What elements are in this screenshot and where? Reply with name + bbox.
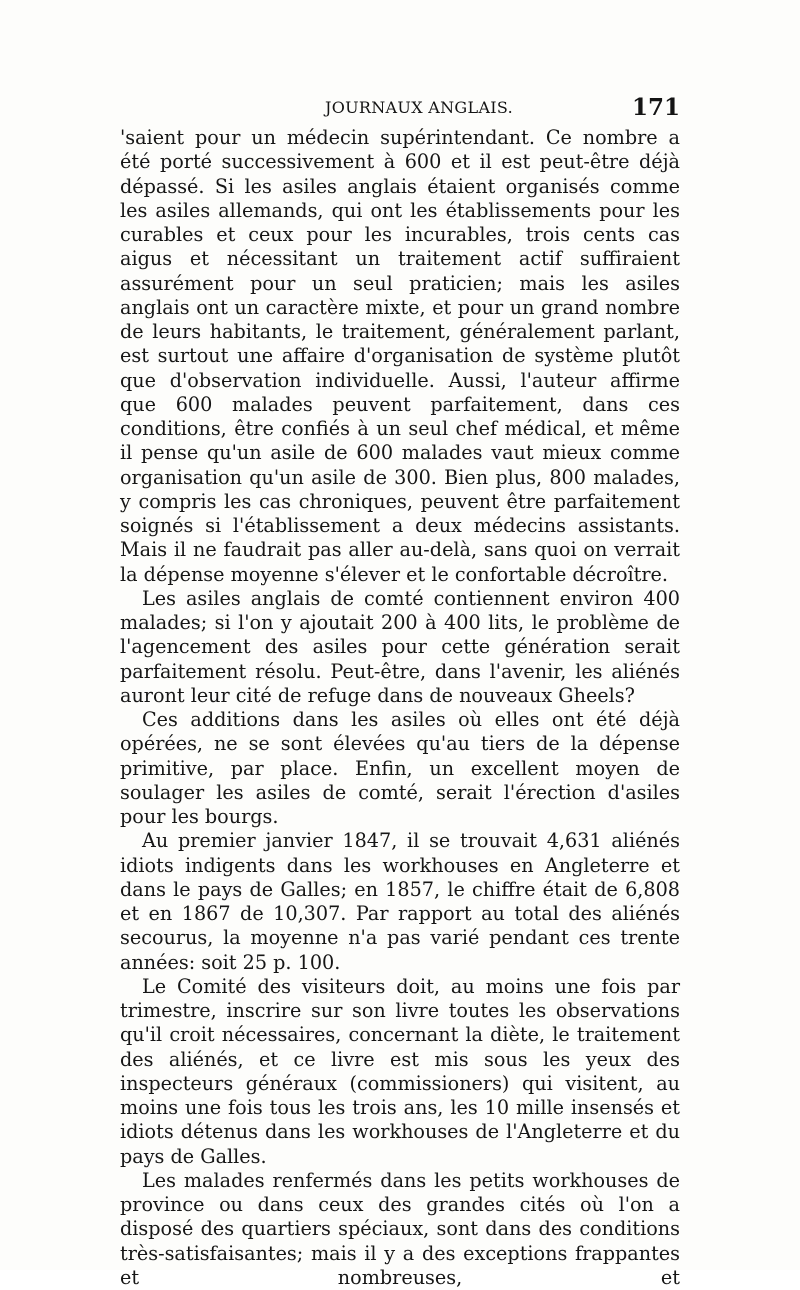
running-title: JOURNAUX ANGLAIS. bbox=[325, 98, 513, 117]
paragraph-1: 'saient pour un médecin supérintendant. Ce nombre a été porté successivement à 600 et il est peut-être déjà dépassé. Si les asiles anglais étaient organisés comme les asiles allemands, qui ont les établissements pour les curables et ceux pour les incurables, trois cents cas aigus et nécessitant un traitement actif suffiraient assurément pour un seul praticien; mais les asiles anglais ont un caractère mixte, et pour un grand nombre de leurs habitants, le traitement, généralement parlant, est surtout une affaire d'organisation de système plutôt que d'observation individuelle. Aussi, l'auteur affirme que 600 malades peuvent parfaitement, dans ces conditions, être confiés à un seul chef médical, et même il pense qu'un asile de 600 malades vaut mieux comme organisation qu'un asile de 300. Bien plus, 800 malades, y compris les cas chroniques, peuvent être parfaitement soignés si l'établissement a deux médecins assistants. Mais il ne faudrait pas aller au-delà, sans quoi on verrait la dépense moyenne s'élever et le confortable décroître. bbox=[120, 126, 680, 586]
page-number: 171 bbox=[631, 94, 680, 121]
paragraph-6: Les malades renfermés dans les petits workhouses de province ou dans ceux des grandes cités où l'on a disposé des quartiers spéciaux, sont dans des conditions très-satisfaisantes; mais il y a des exceptions frappantes et nombreuses, et bbox=[120, 1168, 680, 1289]
paragraph-5: Le Comité des visiteurs doit, au moins une fois par trimestre, inscrire sur son livre toutes les observations qu'il croit nécessaires, concernant la diète, le traitement des aliénés, et ce livre est mis sous les yeux des inspecteurs généraux (commissioners) qui visitent, au moins une fois tous les trois ans, les 10 mille insensés et idiots détenus dans les workhouses de l'Angleterre et du pays de Galles. bbox=[120, 974, 680, 1168]
paragraph-3: Ces additions dans les asiles où elles ont été déjà opérées, ne se sont élevées qu'au tiers de la dépense primitive, par place. Enfin, un excellent moyen de soulager les asiles de comté, serait l'érection d'asiles pour les bourgs. bbox=[120, 708, 680, 828]
body-text bbox=[120, 126, 680, 1290]
paragraph-4: Au premier janvier 1847, il se trouvait 4,631 aliénés idiots indigents dans les workhouses en Angleterre et dans le pays de Galles; en 1857, le chiffre était de 6,808 et en 1867 de 10,307. Par rapport au total des aliénés secourus, la moyenne n'a pas varié pendant ces trente années: soit 25 p. 100. bbox=[120, 829, 680, 974]
page-header bbox=[120, 96, 680, 124]
paragraph-2: Les asiles anglais de comté contiennent environ 400 malades; si l'on y ajoutait 200 à 400 lits, le problème de l'agencement des asiles pour cette génération serait parfaitement résolu. Peut-être, dans l'avenir, les aliénés auront leur cité de refuge dans de nouveaux Gheels? bbox=[120, 586, 680, 707]
